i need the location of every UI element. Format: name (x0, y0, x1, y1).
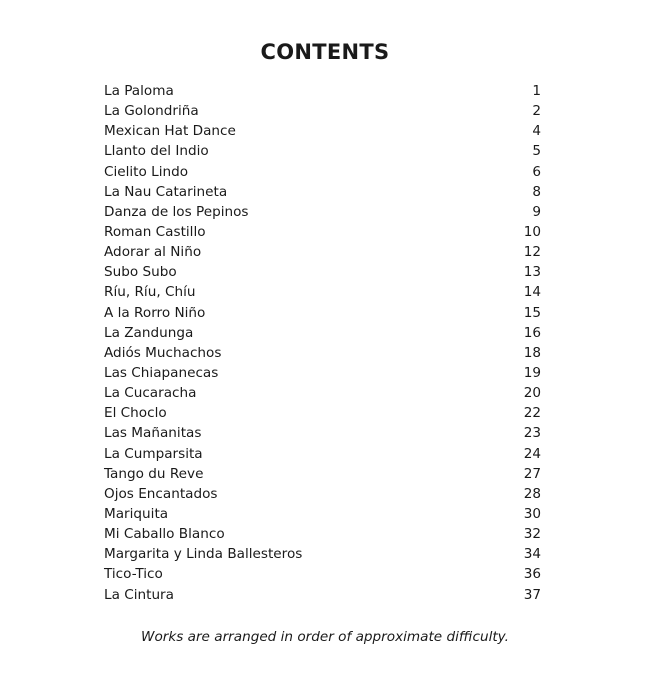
toc-entry (104, 524, 541, 544)
toc-entry-title: Adiós Muchachos (104, 344, 222, 361)
toc-entry (104, 222, 541, 242)
toc-entry (104, 282, 541, 302)
toc-entry-page: 2 (532, 103, 541, 120)
page-title: CONTENTS (260, 40, 390, 64)
toc-entry (104, 262, 541, 282)
toc-entry-title: Tango du Reve (104, 465, 204, 482)
toc-entry-page: 18 (523, 344, 541, 361)
toc-entry (104, 383, 541, 403)
toc-entry-title: Danza de los Pepinos (104, 203, 249, 220)
toc-entry (104, 141, 541, 161)
toc-entry-title: A la Rorro Niño (104, 304, 206, 321)
toc-entry-title: Ríu, Ríu, Chíu (104, 284, 196, 301)
difficulty-note: Works are arranged in order of approximate difficulty. (141, 629, 509, 645)
toc-entry (104, 484, 541, 504)
toc-entry-page: 20 (523, 385, 541, 402)
toc-entry-page: 27 (523, 465, 541, 482)
toc-entry (104, 81, 541, 101)
toc-entry-page: 23 (523, 425, 541, 442)
toc-entry-title: La Cucaracha (104, 385, 197, 402)
toc-entry-page: 34 (523, 546, 541, 563)
toc-entry-page: 10 (523, 223, 541, 240)
table-of-contents (104, 81, 541, 605)
toc-entry-title: Cielito Lindo (104, 163, 189, 180)
toc-entry-page: 5 (532, 143, 541, 160)
toc-entry-title: La Zandunga (104, 324, 194, 341)
toc-entry-title: Las Mañanitas (104, 425, 202, 442)
toc-entry-page: 30 (523, 505, 541, 522)
toc-entry (104, 303, 541, 323)
toc-entry-page: 28 (523, 485, 541, 502)
toc-entry-title: Subo Subo (104, 264, 177, 281)
toc-entry-page: 36 (523, 566, 541, 583)
toc-entry-title: La Cumparsita (104, 445, 203, 462)
toc-entry (104, 182, 541, 202)
toc-entry-title: Tico-Tico (104, 566, 163, 583)
toc-entry-page: 1 (532, 83, 541, 99)
toc-entry (104, 464, 541, 484)
toc-entry (104, 202, 541, 222)
toc-entry-title: Mexican Hat Dance (104, 123, 236, 140)
toc-entry-page: 14 (523, 284, 541, 301)
toc-entry (104, 423, 541, 443)
toc-entry-page: 9 (532, 203, 541, 220)
toc-entry-page: 32 (523, 526, 541, 543)
toc-entry-page: 12 (523, 244, 541, 261)
toc-entry-title: Margarita y Linda Ballesteros (104, 546, 303, 563)
toc-entry-page: 13 (523, 264, 541, 281)
toc-entry-page: 6 (532, 163, 541, 180)
toc-entry-title: La Nau Catarineta (104, 183, 228, 200)
toc-entry-page: 4 (532, 123, 541, 140)
toc-entry (104, 162, 541, 182)
toc-entry (104, 585, 541, 605)
toc-entry-title: Llanto del Indio (104, 143, 209, 160)
toc-entry-title: La Golondriña (104, 103, 199, 120)
toc-entry (104, 242, 541, 262)
toc-entry-page: 19 (523, 364, 541, 381)
toc-entry-title: Mi Caballo Blanco (104, 526, 225, 543)
toc-entry (104, 504, 541, 524)
toc-entry-title: Mariquita (104, 505, 169, 522)
toc-entry (104, 121, 541, 141)
toc-entry-title: La Paloma (104, 83, 174, 99)
toc-entry (104, 363, 541, 383)
toc-entry-page: 8 (532, 183, 541, 200)
toc-entry (104, 403, 541, 423)
toc-entry-title: La Cintura (104, 586, 174, 603)
toc-entry-title: Las Chiapanecas (104, 364, 219, 381)
toc-entry-page: 22 (523, 405, 541, 422)
toc-entry-page: 24 (523, 445, 541, 462)
toc-entry-title: Adorar al Niño (104, 244, 202, 261)
toc-entry (104, 101, 541, 121)
toc-entry (104, 444, 541, 464)
toc-entry-page: 15 (523, 304, 541, 321)
toc-entry (104, 323, 541, 343)
toc-entry-title: El Choclo (104, 405, 167, 422)
toc-entry-title: Ojos Encantados (104, 485, 218, 502)
toc-entry (104, 564, 541, 584)
toc-entry (104, 544, 541, 564)
toc-entry (104, 343, 541, 363)
toc-entry-title: Roman Castillo (104, 223, 206, 240)
toc-entry-page: 37 (523, 586, 541, 603)
toc-entry-page: 16 (523, 324, 541, 341)
